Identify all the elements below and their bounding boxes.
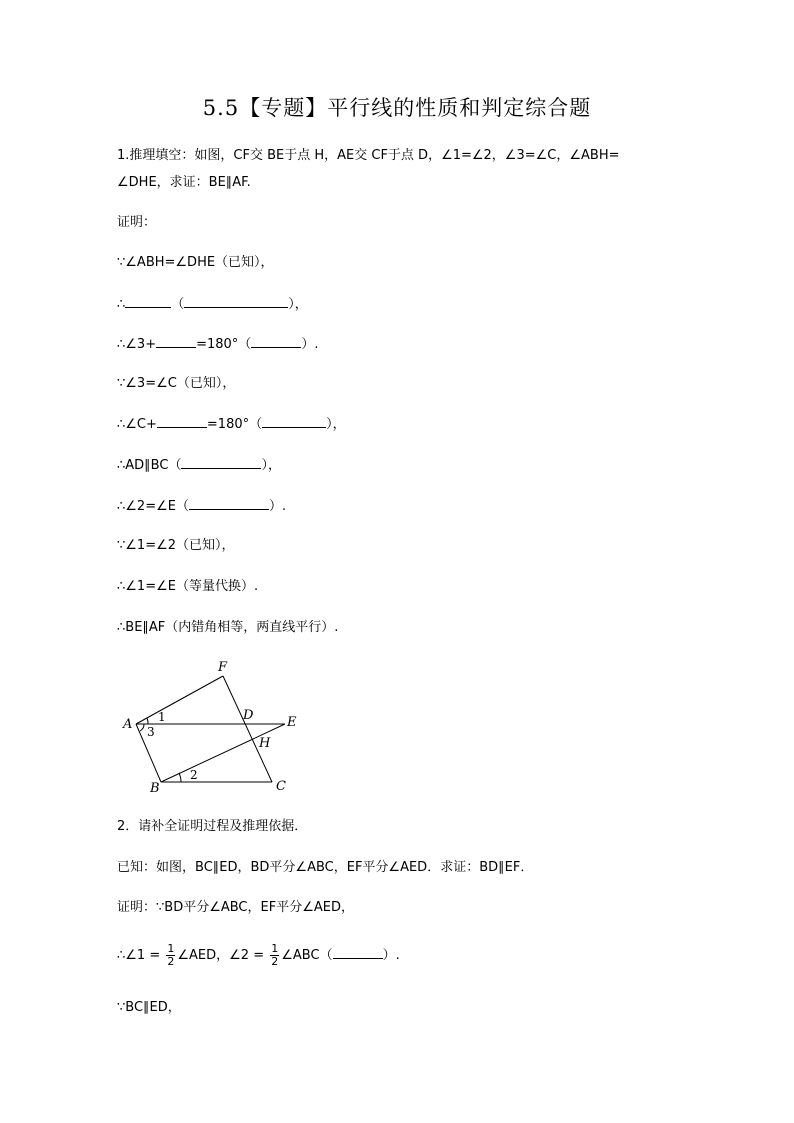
q1-stem-line2: ∠DHE，求证：BE∥AF. bbox=[117, 175, 251, 190]
page-title: 5.5【专题】平行线的性质和判定综合题 bbox=[202, 96, 592, 120]
q2-step-mid2: ∠ABC（ bbox=[281, 948, 333, 963]
q1-step-6-end: ）， bbox=[261, 458, 281, 473]
q1-step-7 bbox=[117, 497, 286, 516]
answer-blank[interactable] bbox=[157, 415, 207, 428]
q1-step-6-prefix: ∴AD∥BC（ bbox=[117, 458, 182, 473]
answer-blank[interactable] bbox=[184, 295, 288, 308]
answer-blank[interactable] bbox=[156, 335, 196, 348]
angle-arc-1 bbox=[147, 718, 148, 724]
label-D: D bbox=[243, 708, 254, 723]
label-angle-3: 3 bbox=[147, 725, 155, 739]
q1-step-7-end: ）. bbox=[268, 499, 287, 514]
q1-step-3 bbox=[117, 335, 318, 354]
answer-blank[interactable] bbox=[251, 335, 301, 348]
q1-step-3-end: ）. bbox=[301, 337, 319, 352]
fraction-denominator: 2 bbox=[167, 955, 175, 968]
fraction-denominator: 2 bbox=[271, 955, 279, 968]
q1-step-2-prefix: ∴ bbox=[117, 297, 126, 312]
q1-step-2 bbox=[117, 295, 308, 314]
q2-step-prefix: ∴∠1 = bbox=[117, 948, 161, 963]
q1-step-5 bbox=[117, 415, 346, 434]
q1-step-10: ∴BE∥AF（内错角相等，两直线平行）. bbox=[117, 620, 339, 635]
answer-blank[interactable] bbox=[181, 456, 261, 469]
q2-step-mid: ∠AED，∠2 = bbox=[177, 948, 265, 963]
q1-proof-label: 证明： bbox=[117, 215, 157, 230]
label-F: F bbox=[218, 660, 228, 675]
q1-step-4: ∵∠3=∠C（已知）， bbox=[117, 376, 236, 391]
fraction-one-half bbox=[270, 943, 279, 968]
label-angle-1: 1 bbox=[158, 710, 166, 724]
q2-heading: 2．请补全证明过程及推理依据． bbox=[117, 819, 308, 834]
fraction-one-half bbox=[166, 943, 175, 968]
label-angle-2: 2 bbox=[190, 768, 198, 782]
q1-step-5-end: ）， bbox=[326, 417, 346, 432]
q1-step-1: ∵∠ABH=∠DHE（已知）， bbox=[117, 255, 274, 270]
segment-AF bbox=[136, 676, 223, 724]
segment-FC bbox=[223, 676, 272, 782]
fraction-numerator: 1 bbox=[271, 942, 279, 955]
q1-step-3-prefix: ∴∠3+ bbox=[117, 337, 157, 352]
q2-step-fractions bbox=[117, 941, 400, 971]
label-A: A bbox=[123, 717, 133, 732]
label-H: H bbox=[259, 736, 271, 751]
q1-step-6 bbox=[117, 456, 281, 475]
q1-step-5-mid: =180°（ bbox=[206, 417, 263, 432]
q2-given: 已知：如图，BC∥ED，BD平分∠ABC，EF平分∠AED．求证：BD∥EF． bbox=[117, 860, 534, 875]
q1-step-9: ∴∠1=∠E（等量代换）. bbox=[117, 579, 259, 594]
q2-step-5: ∵BC∥ED， bbox=[117, 1000, 181, 1015]
angle-arc-3 bbox=[140, 724, 144, 731]
label-C: C bbox=[276, 779, 286, 794]
q1-step-5-prefix: ∴∠C+ bbox=[117, 417, 157, 432]
answer-blank[interactable] bbox=[125, 295, 171, 308]
q2-proof-line: 证明：∵BD平分∠ABC，EF平分∠AED， bbox=[117, 900, 354, 915]
fraction-numerator: 1 bbox=[167, 942, 175, 955]
q1-step-2-end: ）， bbox=[288, 297, 308, 312]
geometry-figure bbox=[117, 655, 317, 797]
q1-step-8: ∵∠1=∠2（已知）， bbox=[117, 538, 235, 553]
q1-stem-line1: 1.推理填空：如图，CF交 BE于点 H，AE交 CF于点 D，∠1=∠2，∠3=∠C，∠ABH= bbox=[117, 148, 620, 163]
q1-step-2-mid: （ bbox=[171, 297, 185, 312]
q2-step-end: ）. bbox=[382, 948, 400, 963]
angle-arc-2 bbox=[179, 773, 181, 782]
q1-step-3-mid: =180°（ bbox=[196, 337, 252, 352]
answer-blank[interactable] bbox=[189, 497, 269, 510]
label-B: B bbox=[150, 781, 160, 796]
answer-blank[interactable] bbox=[262, 415, 326, 428]
answer-blank[interactable] bbox=[333, 946, 383, 959]
q1-step-7-prefix: ∴∠2=∠E（ bbox=[117, 499, 189, 514]
label-E: E bbox=[287, 715, 297, 730]
